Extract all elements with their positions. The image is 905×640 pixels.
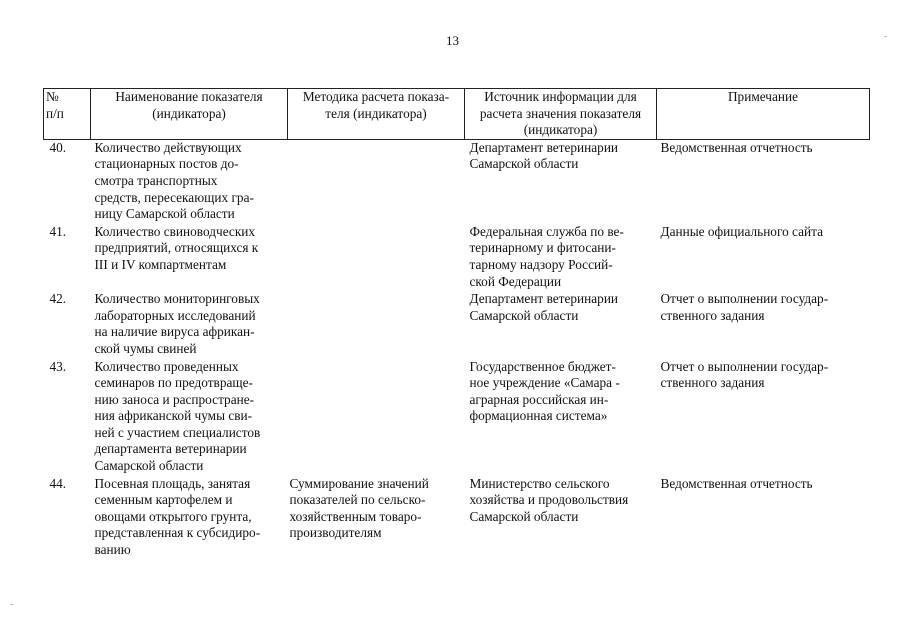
indicator-table bbox=[43, 88, 870, 560]
row-number: 41. bbox=[49, 223, 67, 239]
indicator-name: Количество свиноводческих предприятий, относящихся к III и IV компартментам bbox=[94, 223, 259, 272]
indicator-name: Количество действующих стационарных постов до- смотра транспортных средств, пересекающих гра- ницу Самарской области bbox=[94, 139, 254, 222]
scan-speck bbox=[10, 604, 13, 605]
table-row bbox=[44, 224, 870, 291]
table-row bbox=[44, 359, 870, 476]
header-note: Примечание bbox=[657, 89, 870, 140]
header-information-source: Источник информации для расчета значения показателя (индикатора) bbox=[465, 89, 657, 140]
header-number: № п/п bbox=[44, 89, 91, 140]
page-number: 13 bbox=[446, 33, 459, 48]
header-calculation-method: Методика расчета показа- теля (индикатора) bbox=[288, 89, 465, 140]
note: Отчет о выполнении государ- ственного задания bbox=[660, 358, 829, 391]
row-number: 42. bbox=[49, 291, 67, 307]
table-row bbox=[44, 139, 870, 223]
indicator-name: Количество мониторинговых лабораторных исследований на наличие вируса африкан- ской чумы свиней bbox=[94, 291, 260, 356]
row-number: 43. bbox=[49, 358, 67, 374]
information-source: Департамент ветеринарии Самарской области bbox=[469, 291, 619, 323]
scan-speck bbox=[884, 36, 887, 37]
row-number: 44. bbox=[49, 475, 67, 491]
note: Отчет о выполнении государ- ственного задания bbox=[660, 291, 829, 323]
calculation-method bbox=[288, 224, 465, 291]
table-row bbox=[44, 291, 870, 358]
information-source: Федеральная служба по ве- теринарному и фитосани- тарному надзору Россий- ской Федерации bbox=[469, 223, 624, 289]
note: Ведомственная отчетность bbox=[660, 139, 813, 155]
table-header-row bbox=[44, 89, 870, 140]
calculation-method bbox=[288, 359, 465, 476]
information-source: Департамент ветеринарии Самарской области bbox=[469, 139, 619, 172]
note: Данные официального сайта bbox=[660, 223, 824, 239]
calculation-method: Суммирование значений показателей по сельско- хозяйственным товаро- производителям bbox=[289, 475, 429, 541]
calculation-method bbox=[288, 139, 465, 223]
information-source: Государственное бюджет- ное учреждение «Самара - аграрная российская ин- формационная система» bbox=[469, 358, 620, 424]
table-row bbox=[44, 476, 870, 560]
row-number: 40. bbox=[49, 139, 67, 155]
information-source: Министерство сельского хозяйства и продовольствия Самарской области bbox=[469, 475, 629, 524]
indicator-name: Посевная площадь, занятая семенным картофелем и овощами открытого грунта, представленная к субсидиро- ванию bbox=[94, 475, 261, 558]
indicator-name: Количество проведенных семинаров по предотвраще- нию заноса и распростране- ния африканской чумы сви- ней с участием специалистов департамента ветеринарии Самарской области bbox=[94, 358, 261, 474]
calculation-method bbox=[288, 291, 465, 358]
header-indicator-name: Наименование показателя (индикатора) bbox=[91, 89, 288, 140]
note: Ведомственная отчетность bbox=[660, 475, 813, 491]
